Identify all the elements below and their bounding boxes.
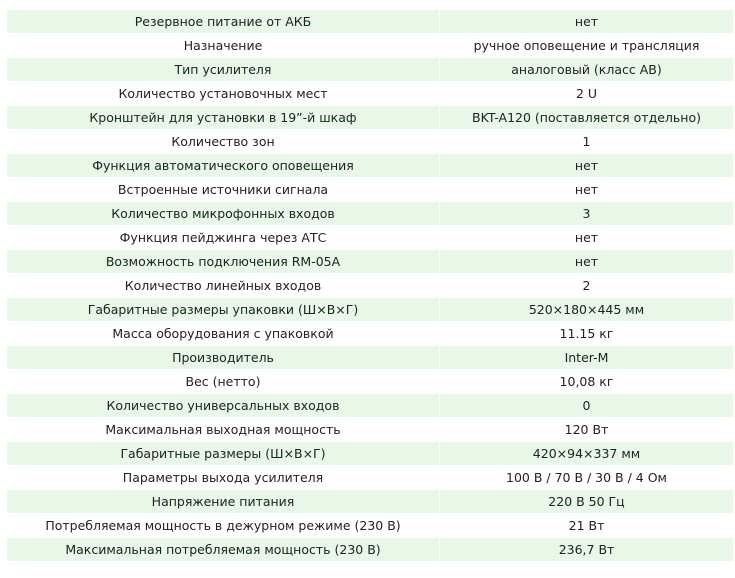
spec-param: Количество микрофонных входов (7, 202, 440, 226)
spec-param: Встроенные источники сигнала (7, 178, 440, 202)
spec-row (7, 466, 734, 490)
spec-param: Габаритные размеры (Ш×В×Г) (7, 442, 440, 466)
spec-param: Количество универсальных входов (7, 394, 440, 418)
spec-row (7, 298, 734, 322)
spec-param: Напряжение питания (7, 490, 440, 514)
spec-param: Количество установочных мест (7, 82, 440, 106)
spec-row (7, 154, 734, 178)
spec-value: нет (440, 178, 734, 202)
spec-value: 2 U (440, 82, 734, 106)
spec-row (7, 418, 734, 442)
spec-value: 100 В / 70 В / 30 В / 4 Ом (440, 466, 734, 490)
spec-value: BKT-A120 (поставляется отдельно) (440, 106, 734, 130)
spec-value: 0 (440, 394, 734, 418)
spec-row (7, 58, 734, 82)
spec-row (7, 202, 734, 226)
spec-param: Резервное питание от АКБ (7, 10, 440, 34)
spec-row (7, 106, 734, 130)
spec-value: 3 (440, 202, 734, 226)
specs-table (6, 9, 734, 562)
spec-param: Кронштейн для установки в 19”-й шкаф (7, 106, 440, 130)
spec-param: Количество линейных входов (7, 274, 440, 298)
spec-param: Количество зон (7, 130, 440, 154)
spec-row (7, 394, 734, 418)
spec-value: 120 Вт (440, 418, 734, 442)
spec-value: 520×180×445 мм (440, 298, 734, 322)
spec-value: 420×94×337 мм (440, 442, 734, 466)
spec-row (7, 322, 734, 346)
spec-param: Возможность подключения RM-05A (7, 250, 440, 274)
spec-param: Потребляемая мощность в дежурном режиме (230 В) (7, 514, 440, 538)
spec-value: 236,7 Вт (440, 538, 734, 562)
spec-param: Функция пейджинга через АТС (7, 226, 440, 250)
spec-row (7, 514, 734, 538)
spec-param: Максимальная выходная мощность (7, 418, 440, 442)
spec-row (7, 538, 734, 562)
spec-value: ручное оповещение и трансляция (440, 34, 734, 58)
spec-row (7, 250, 734, 274)
spec-value: Inter-M (440, 346, 734, 370)
spec-value: аналоговый (класс AB) (440, 58, 734, 82)
spec-row (7, 130, 734, 154)
spec-param: Максимальная потребляемая мощность (230 В) (7, 538, 440, 562)
spec-param: Параметры выхода усилителя (7, 466, 440, 490)
spec-row (7, 34, 734, 58)
spec-value: нет (440, 10, 734, 34)
spec-value: нет (440, 250, 734, 274)
spec-value: 21 Вт (440, 514, 734, 538)
spec-value: 10,08 кг (440, 370, 734, 394)
spec-value: 2 (440, 274, 734, 298)
spec-row (7, 10, 734, 34)
spec-value: 220 В 50 Гц (440, 490, 734, 514)
spec-value: нет (440, 226, 734, 250)
spec-value: 11.15 кг (440, 322, 734, 346)
spec-param: Масса оборудования с упаковкой (7, 322, 440, 346)
spec-value: 1 (440, 130, 734, 154)
spec-row (7, 274, 734, 298)
spec-row (7, 82, 734, 106)
spec-param: Назначение (7, 34, 440, 58)
spec-param: Вес (нетто) (7, 370, 440, 394)
spec-row (7, 178, 734, 202)
spec-param: Производитель (7, 346, 440, 370)
spec-param: Тип усилителя (7, 58, 440, 82)
spec-param: Функция автоматического оповещения (7, 154, 440, 178)
spec-row (7, 346, 734, 370)
spec-row (7, 226, 734, 250)
spec-param: Габаритные размеры упаковки (Ш×В×Г) (7, 298, 440, 322)
spec-row (7, 370, 734, 394)
spec-row (7, 490, 734, 514)
spec-row (7, 442, 734, 466)
spec-value: нет (440, 154, 734, 178)
